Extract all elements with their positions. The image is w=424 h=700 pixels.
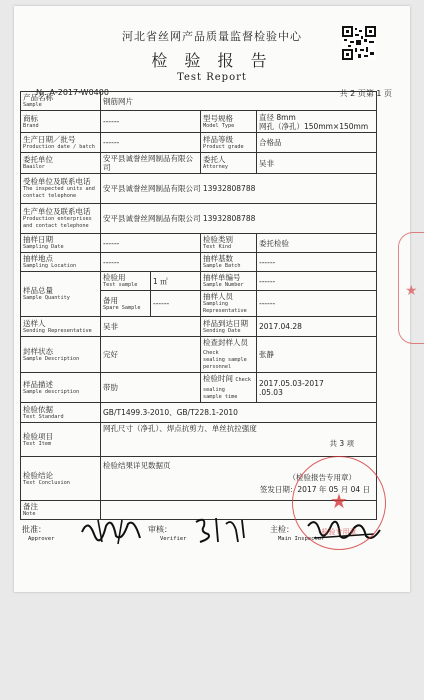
inspected-unit-label: 受检单位及联系电话 The inspected units and contact telephone [21,174,101,204]
item-label: 检验项目 Test Item [21,423,101,457]
test-time-label: 检验时间 Check sealing sample time [201,373,257,403]
page-info: 共 2 页第 1 页 [339,89,392,98]
sending-rep-label: 送样人 Sending Representative [21,317,101,337]
spare-sample-value: ------ [151,291,201,317]
sample-batch-value: ------ [257,253,377,272]
conclusion-label: 检验结论 Test Conclusion [21,457,101,501]
table-row [21,234,377,253]
table-row [21,133,377,153]
approver-label: 批准： [22,525,46,534]
table-row [21,373,377,403]
production-date-label: 生产日期／批号 Production date / batch [21,133,101,153]
org-name: 河北省丝网产品质量监督检验中心 [122,30,302,43]
issue-date: 签发日期：2017 年 05 月 04 日 [259,484,370,494]
checker-value: 张静 [257,337,377,373]
sending-date-label: 样品到达日期 Sending Date [201,317,257,337]
sample-number-value: ------ [257,272,377,291]
sampling-date-value: ------ [101,234,201,253]
brand-label: 商标 Brand [21,111,101,133]
product-name-value: 钢筋网片 [101,92,377,111]
table-row [21,403,377,423]
item-count: 共 3 项 [329,439,354,448]
sample-number-label: 抽样单编号 Sample Number [201,272,257,291]
sample-desc-label: 样品描述 Sample description [21,373,101,403]
table-row [21,253,377,272]
table-row [21,153,377,174]
verifier-label: 审核： [148,525,172,534]
test-sample-value: 1 ㎡ [151,272,201,291]
production-date-value: ------ [101,133,201,153]
main-inspector-label: 主检： [270,525,294,534]
seal-star-icon: ★ [330,489,348,513]
sending-date-value: 2017.04.28 [257,317,377,337]
model-value: 直径 8mm 网孔（净孔）150mm×150mm [257,111,377,133]
report-title: 检 验 报 告 [151,51,273,70]
report-number: №: A-2017-W0400 [36,88,109,97]
sampling-date-label: 抽样日期 Sampling Date [21,234,101,253]
grade-label: 样品等级 Product grade [201,133,257,153]
table-row [21,272,377,291]
quantity-label: 样品总量 Sample Quantity [21,272,101,317]
attorney-value: 吴非 [257,153,377,174]
producer-label: 生产单位及联系电话 Production enterprises and contact telephone [21,204,101,234]
verifier-en: Verifier [160,536,187,542]
sample-batch-label: 抽样基数 Sample Batch [201,253,257,272]
spare-sample-label: 备用 Spare Sample [101,291,151,317]
inspected-unit-value: 安平县诚誉丝网制品有限公司 13932808788 [101,174,377,204]
product-name-label: 产品名称 Sample [21,92,101,111]
table-row [21,337,377,373]
client-label: 委托单位 Baailor [21,153,101,174]
seal-state-label: 封样状态 Sample Description [21,337,101,373]
table-row [21,317,377,337]
sampling-location-value: ------ [101,253,201,272]
test-kind-label: 检验类别 Test Kind [201,234,257,253]
table-row [21,92,377,111]
main-inspector-en: Main Inspector [278,536,325,542]
attorney-label: 委托人 Attorney [201,153,257,174]
test-kind-value: 委托检验 [257,234,377,253]
table-row [21,174,377,204]
table-row [21,111,377,133]
model-label: 型号规格 Model Type [201,111,257,133]
conclusion-seal-note: （检验报告专用章） [288,472,356,482]
grade-value: 合格品 [257,133,377,153]
item-value: 网孔尺寸（净孔）、焊点抗剪力、单丝抗拉强度 共 3 项 [101,423,377,457]
approver-signature-icon [78,512,148,548]
verifier-signature-icon [192,512,252,548]
brand-value: ------ [101,111,201,133]
standard-value: GB/T1499.3-2010、GB/T228.1-2010 [101,403,377,423]
test-sample-label: 检验用 Test sample [101,272,151,291]
qr-code-icon [342,26,376,60]
sending-rep-value: 吴非 [101,317,201,337]
report-subtitle: Test Report [177,72,247,83]
client-value: 安平县诚誉丝网制品有限公司 [101,153,201,174]
producer-value: 安平县诚誉丝网制品有限公司 13932808788 [101,204,377,234]
approver-en: Approver [28,536,55,542]
test-time-value: 2017.05.03-2017 .05.03 [257,373,377,403]
table-row [21,204,377,234]
sampling-rep-value: ------ [257,291,377,317]
seal-state-value: 完好 [101,337,201,373]
sample-desc-value: 带肋 [101,373,201,403]
conclusion-value: 检验结果详见数据页 （检验报告专用章） 签发日期：2017 年 05 月 04 日 [101,457,377,501]
inspection-seal: ★ 检验专用章 [292,456,386,550]
sampling-rep-label: 抽样人员 Sampling Representative [201,291,257,317]
table-row [21,423,377,457]
report-table [20,91,377,520]
checker-label: 检查封样人员 Check sealing sample personnel [201,337,257,373]
edge-seal [398,232,424,344]
seal-star-icon: ★ [405,283,418,299]
sampling-location-label: 抽样地点 Sampling Location [21,253,101,272]
notes-label: 备注 Note [21,501,101,520]
standard-label: 检验依据 Test Standard [21,403,101,423]
